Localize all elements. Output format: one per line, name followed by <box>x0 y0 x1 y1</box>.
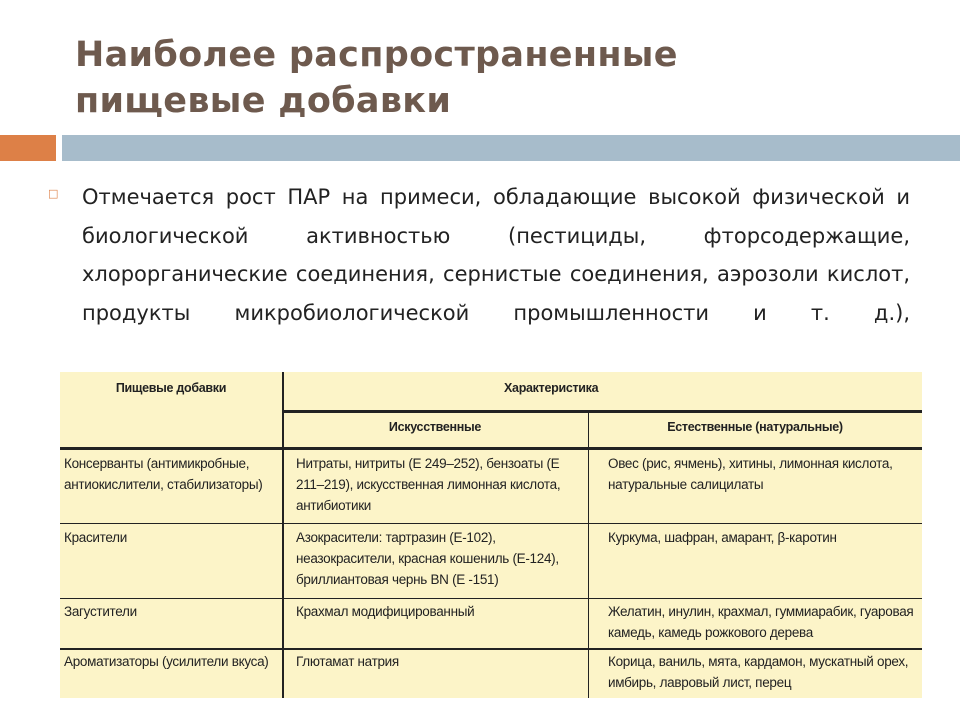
header-additives: Пищевые добавки <box>115 381 227 395</box>
row-name: Консерванты (антимикробные, антиокислители, стабилизаторы) <box>64 456 263 492</box>
divider <box>588 410 589 698</box>
title-line: Наиболее распространенные <box>75 35 678 75</box>
row-natural: Желатин, инулин, крахмал, гуммиарабик, гуаровая камедь, камедь рожкового дерева <box>608 604 914 640</box>
row-name: Красители <box>64 530 127 545</box>
divider <box>282 410 922 413</box>
slide-title <box>75 32 678 124</box>
header-artificial: Искусственные <box>388 420 482 434</box>
row-name: Загустители <box>64 604 137 619</box>
divider <box>60 598 922 599</box>
additives-table <box>60 372 922 698</box>
row-natural: Овес (рис, ячмень), хитины, лимонная кислота, натуральные салицилаты <box>608 456 893 492</box>
accent-bar-blue <box>62 135 960 161</box>
row-natural: Куркума, шафран, амарант, β-каротин <box>608 530 837 545</box>
header-natural: Естественные (натуральные) <box>667 420 843 434</box>
title-line: пищевые добавки <box>75 81 452 121</box>
row-artificial: Нитраты, нитриты (Е 249–252), бензоаты (Е 211–219), искусственная лимонная кислота, антибиотики <box>296 456 561 513</box>
bullet-text: Отмечается рост ПАР на примеси, обладающие высокой физической и биологической активностью (пестициды, фторсодержащие, хлорорганические соединения, сернистые соединения, аэрозоли кислот, продукты микробиологической промышленности и т. д.), <box>82 185 910 325</box>
divider <box>60 648 922 650</box>
row-artificial: Крахмал модифицированный <box>296 604 475 619</box>
header-characteristic: Характеристика <box>504 381 599 395</box>
accent-bar-orange <box>0 135 56 161</box>
divider <box>60 447 922 450</box>
divider <box>60 523 922 524</box>
bullet-square-icon: □ <box>48 187 59 200</box>
row-name: Ароматизаторы (усилители вкуса) <box>64 654 269 669</box>
row-artificial: Глютамат натрия <box>296 654 399 669</box>
row-natural: Корица, ваниль, мята, кардамон, мускатный орех, имбирь, лавровый лист, перец <box>608 654 909 690</box>
row-artificial: Азокрасители: тартразин (Е-102), неазокрасители, красная кошениль (Е-124), бриллиантовая чернь BN (Е -151) <box>296 530 559 587</box>
